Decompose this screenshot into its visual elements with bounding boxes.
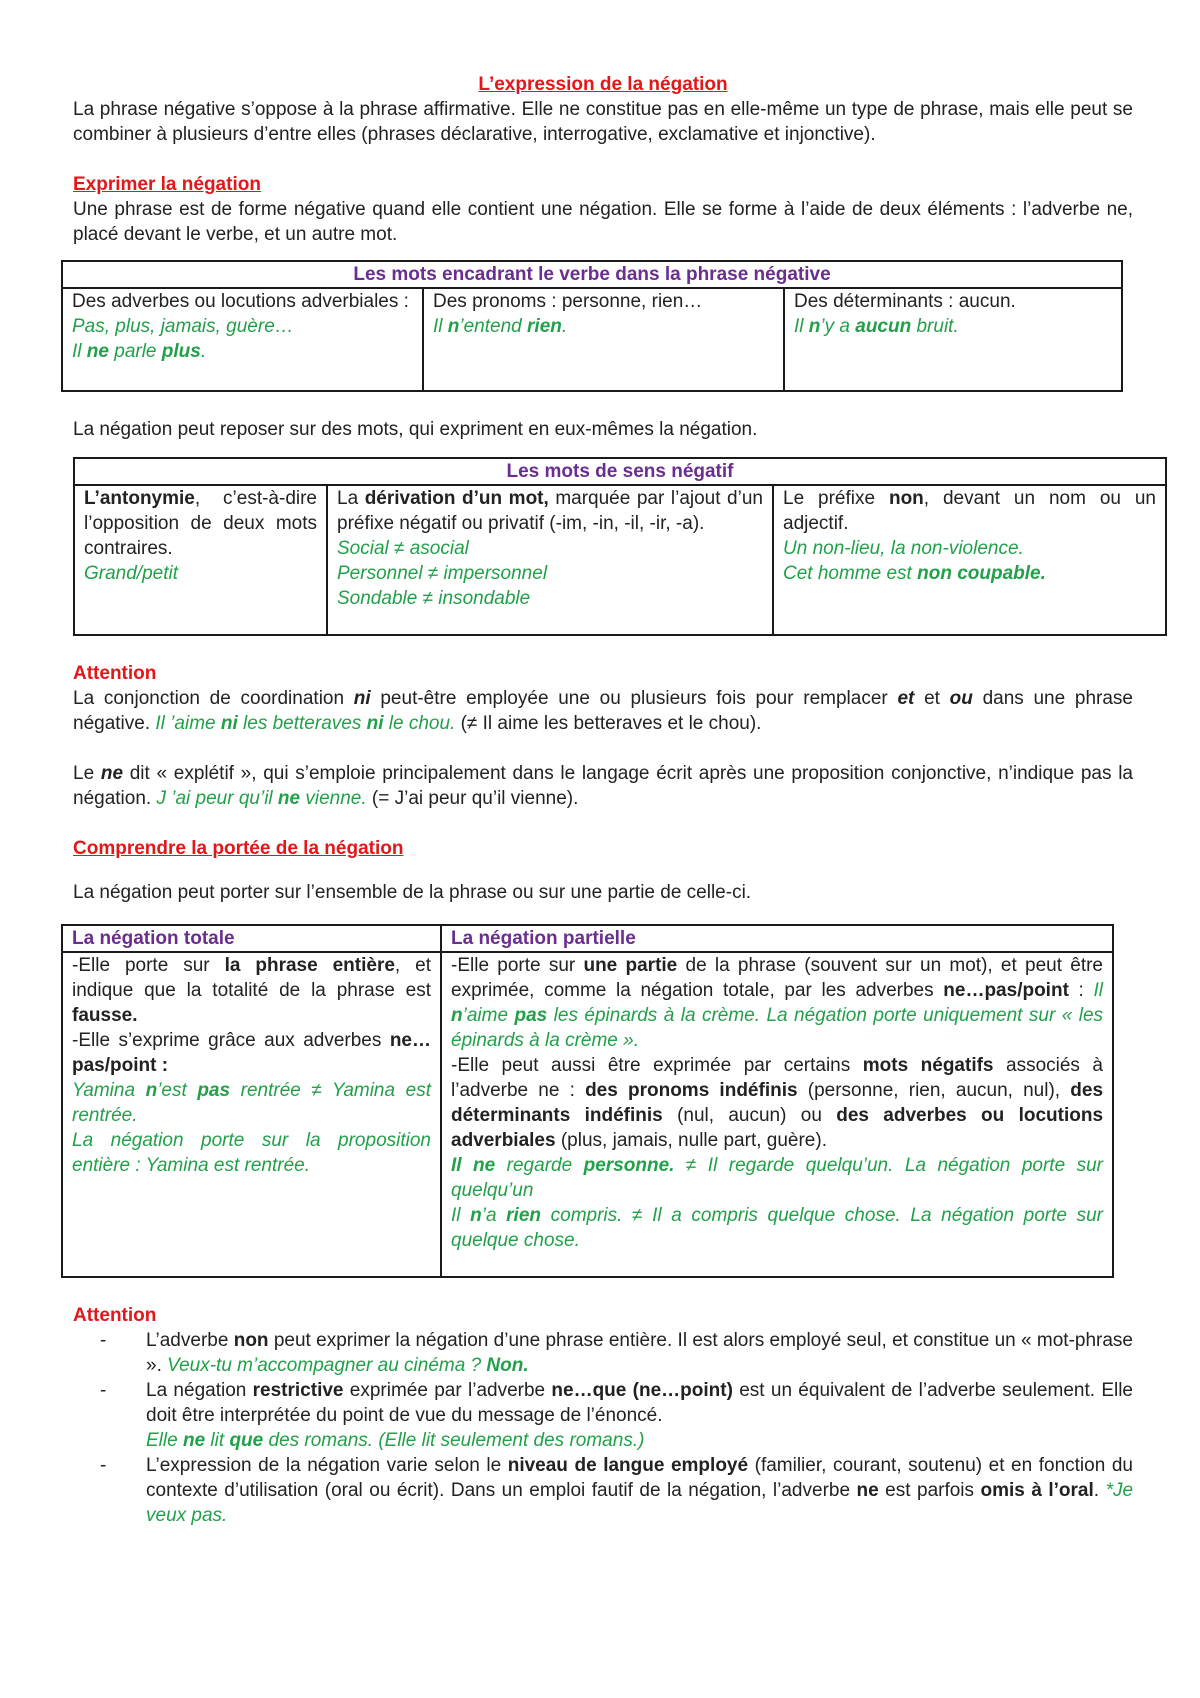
paragraph-mots-negatifs: La négation peut reposer sur des mots, qui expriment en eux-mêmes la négation. [73, 419, 758, 440]
bold-term: L’antonymie [84, 488, 195, 509]
column-header-partielle: La négation partielle [441, 925, 1113, 952]
table-mots-encadrant [61, 260, 1123, 392]
list-item: - La négation restrictive exprimée par l’adverbe ne…que (ne…point) est un équivalent de l’adverbe seulement. Elle doit être interprétée du point de vue du message de l’énoncé. Elle ne lit que des romans. (Elle lit seulement des romans.) [73, 1378, 1133, 1453]
table-portee-negation [61, 924, 1114, 1278]
list-item: - L’expression de la négation varie selon le niveau de langue employé (familier, courant, soutenu) et en fonction du contexte d’utilisation (oral ou écrit). Dans un emploi fautif de la négation, l’adverbe ne est parfois omis à l’oral. *Je veux pas. [73, 1453, 1133, 1528]
section-heading-exprimer: Exprimer la négation [73, 174, 261, 195]
cell-text: Des adverbes ou locutions adverbiales : [72, 291, 409, 312]
table-sens-negatif [73, 457, 1167, 636]
cell-text: Des déterminants : aucun. [794, 291, 1016, 312]
example-line: Il ne regarde personne. ≠ Il regarde quelqu’un. La négation porte sur quelqu’un [451, 1155, 1103, 1201]
cell-text: Des pronoms : personne, rien… [433, 291, 703, 312]
example-line: Cet homme est non coupable. [783, 563, 1046, 584]
section-text-exprimer: Une phrase est de forme négative quand elle contient une négation. Elle se forme à l’aide de deux éléments : l’adverbe ne, placé devant le verbe, et un autre mot. [73, 199, 1133, 245]
example-line: Grand/petit [84, 563, 178, 584]
cell-determinants [784, 288, 1122, 391]
cell-negation-partielle: -Elle porte sur une partie de la phrase (souvent sur un mot), et peut être exprimée, comme la négation totale, par les adverbes ne…pas/point : Il n’aime pas les épinards à la crème. La négation porte uniquement sur « les épinards à la crème ». -Elle peut aussi être exprimée par certains mots négatifs associés à l’adverbe ne : des pronoms indéfinis (personne, rien, aucun, nul), des déterminants indéfinis (nul, aucun) ou des adverbes ou locutions adverbiales (plus, jamais, nulle part, guère). Il ne regarde personne. ≠ Il regarde quelqu’un. La négation porte sur quelqu’un Il n’a rien compris. ≠ Il a compris quelque chose. La négation porte sur quelque chose. [441, 952, 1113, 1277]
example-line: Il n’entend rien. [433, 316, 568, 337]
page-title: L’expression de la négation [478, 74, 728, 95]
attention-ne-expletif-paragraph: Le ne dit « explétif », qui s’emploie principalement dans le langage écrit après une proposition conjonctive, n’indique pas la négation. J ’ai peur qu’il ne vienne. (= J’ai peur qu’il vienne). [73, 763, 1133, 809]
cell-negation-totale: -Elle porte sur la phrase entière, et indique que la totalité de la phrase est fausse. -Elle s’exprime grâce aux adverbes ne…pas/point : Yamina n’est pas rentrée ≠ Yamina est rentrée. La négation porte sur la proposition entière : Yamina est rentrée. [62, 952, 441, 1277]
bold-term: non [888, 488, 924, 509]
attention-label-2: Attention [73, 1305, 157, 1326]
example-line: Yamina n’est pas rentrée ≠ Yamina est rentrée. [72, 1080, 431, 1126]
cell-text: , c’est-à-dire l’opposition de deux mots contraires. [84, 488, 317, 559]
cell-text: , devant un nom ou un adjectif. [783, 488, 1156, 534]
bold-term: dérivation d’un mot, [364, 488, 549, 509]
example-line: Sondable ≠ insondable [337, 588, 531, 609]
table-mots-encadrant-header: Les mots encadrant le verbe dans la phrase négative [62, 261, 1122, 288]
example-line: Il n’y a aucun bruit. [794, 316, 959, 337]
attention-ni-paragraph: La conjonction de coordination ni peut-être employée une ou plusieurs fois pour remplacer et et ou dans une phrase négative. Il ’aime ni les betteraves ni le chou. (≠ Il aime les betteraves et le chou). [73, 688, 1133, 734]
example-line: Pas, plus, jamais, guère… [72, 316, 294, 337]
cell-prefixe-non: Le préfixe non, devant un nom ou un adjectif. Un non-lieu, la non-violence. Cet homme est non coupable. [773, 485, 1166, 635]
attention-list [73, 1328, 1133, 1528]
example-line: Un non-lieu, la non-violence. [783, 538, 1024, 559]
column-header-totale: La négation totale [62, 925, 441, 952]
cell-adverbes [62, 288, 423, 391]
example-line: Personnel ≠ impersonnel [337, 563, 548, 584]
example-line: Il n’a rien compris. ≠ Il a compris quelque chose. La négation porte sur quelque chose. [451, 1205, 1103, 1251]
document-page [72, 72, 1156, 1528]
list-item: - L’adverbe non peut exprimer la négation d’une phrase entière. Il est alors employé seul, et constitue un « mot-phrase ». Veux-tu m’accompagner au cinéma ? Non. [73, 1328, 1133, 1378]
cell-derivation: La dérivation d’un mot, marquée par l’ajout d’un préfixe négatif ou privatif (-im, -in, -il, -ir, -a). Social ≠ asocial Personnel ≠ impersonnel Sondable ≠ insondable [327, 485, 773, 635]
cell-pronoms [423, 288, 784, 391]
section-heading-portee: Comprendre la portée de la négation [73, 838, 404, 859]
example-line: Social ≠ asocial [337, 538, 469, 559]
table-sens-negatif-header: Les mots de sens négatif [74, 458, 1166, 485]
intro-paragraph: La phrase négative s’oppose à la phrase affirmative. Elle ne constitue pas en elle-même un type de phrase, mais elle peut se combiner à plusieurs d’entre elles (phrases déclarative, interrogative, exclamative et injonctive). [73, 99, 1133, 145]
attention-label: Attention [73, 663, 157, 684]
example-line: Il ne parle plus. [72, 341, 207, 362]
example-line: La négation porte sur la proposition entière : Yamina est rentrée. [72, 1130, 431, 1176]
cell-text: marquée par l’ajout d’un préfixe négatif ou privatif (-im, -in, -il, -ir, -a). [337, 488, 763, 534]
cell-antonymie [74, 485, 327, 635]
example-line: Elle ne lit que des romans. (Elle lit seulement des romans.) [146, 1430, 645, 1451]
section-text-portee: La négation peut porter sur l’ensemble de la phrase ou sur une partie de celle-ci. [73, 882, 752, 903]
